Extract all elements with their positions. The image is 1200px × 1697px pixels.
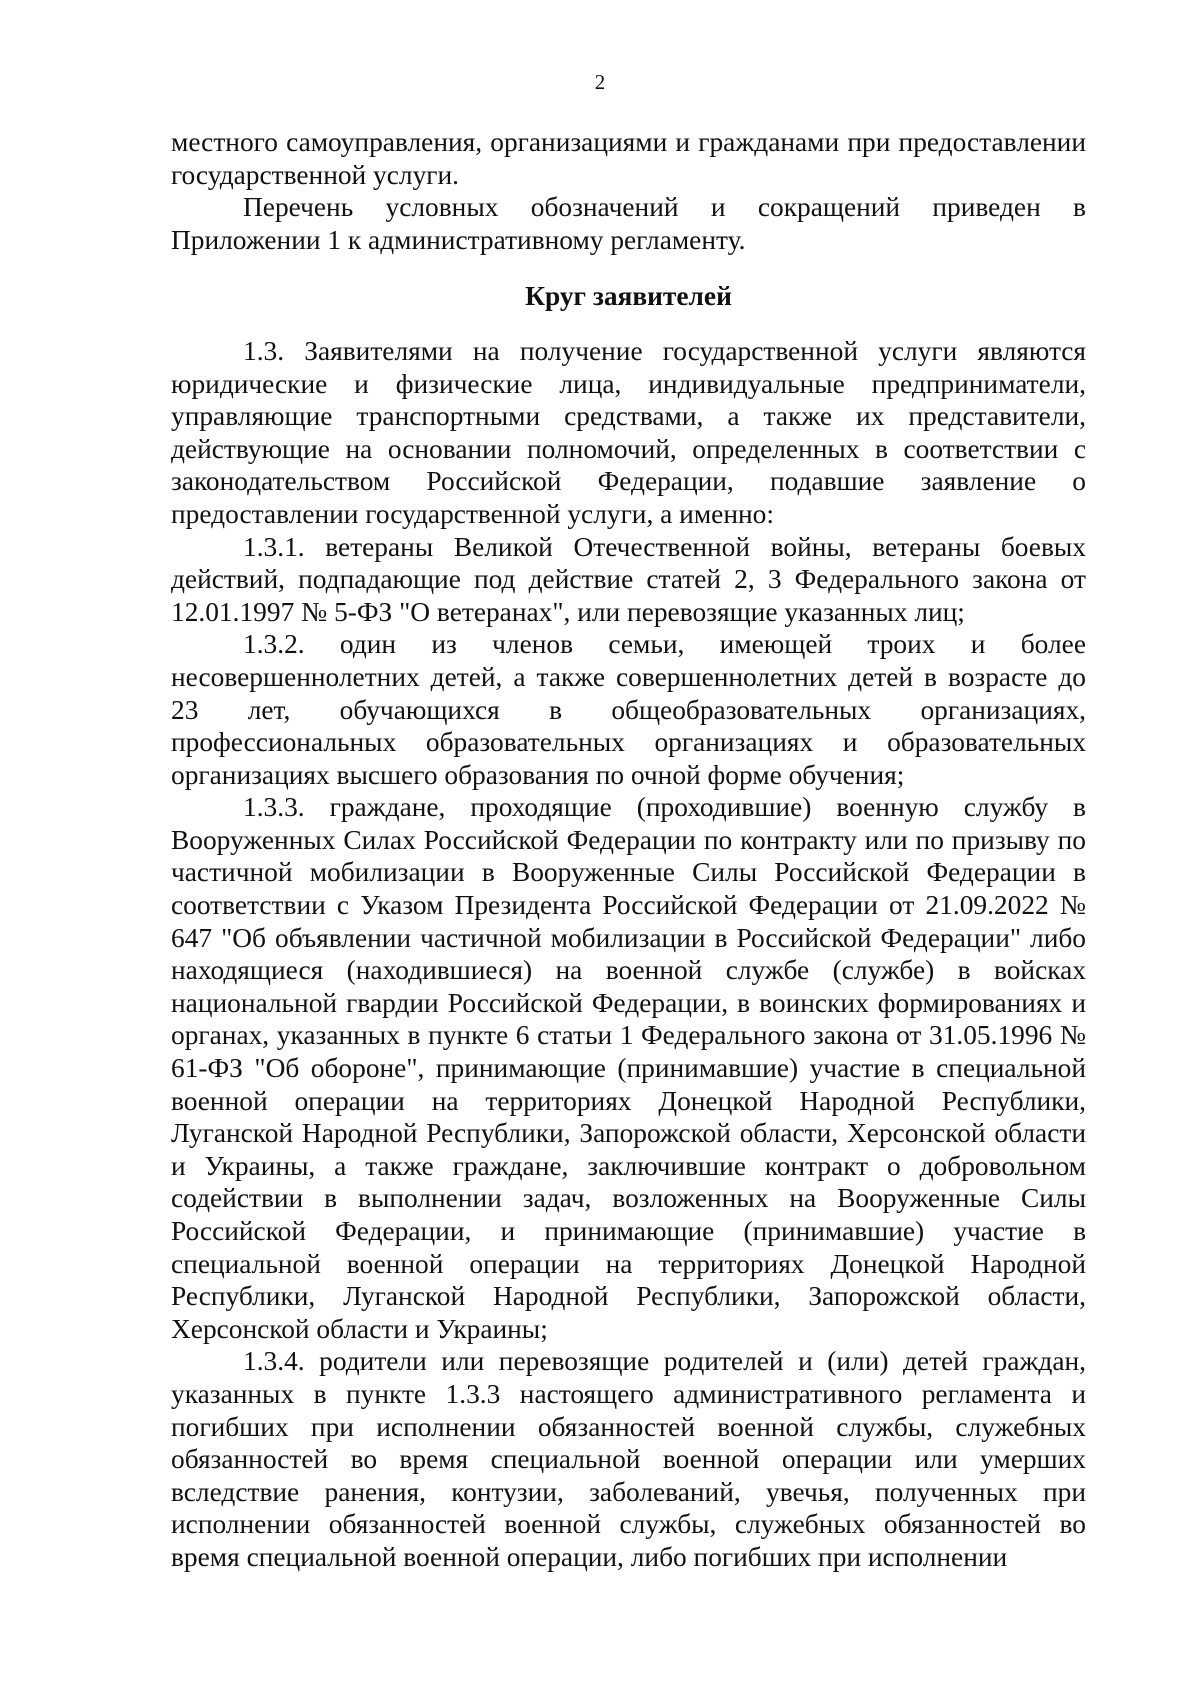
document-body bbox=[171, 126, 1086, 1574]
paragraph-abbreviations: Перечень условных обозначений и сокращений приведен в Приложении 1 к административному регламенту. bbox=[171, 192, 1086, 255]
page-number: 2 bbox=[594, 70, 606, 94]
paragraph-1-3-4: 1.3.4. родители или перевозящие родителей и (или) детей граждан, указанных в пункте 1.3.3 настоящего административного регламента и погибших при исполнении обязанностей военной службы, служебных обязанностей во время специальной военной операции или умерших вследствие ранения, контузии, заболеваний, увечья, полученных при исполнении обязанностей военной службы, служебных обязанностей во время специальной военной операции, либо погибших при исполнении bbox=[171, 1346, 1086, 1572]
paragraph-1-3-3: 1.3.3. граждане, проходящие (проходившие) военную службу в Вооруженных Силах Российской Федерации по контракту или по призыву по частичной мобилизации в Вооруженные Силы Российской Федерации в соответствии с Указом Президента Российской Федерации от 21.09.2022 № 647 "Об объявлении частичной мобилизации в Российской Федерации" либо находящиеся (находившиеся) на военной службе (службе) в войсках национальной гвардии Российской Федерации, в воинских формированиях и органах, указанных в пункте 6 статьи 1 Федерального закона от 31.05.1996 № 61-ФЗ "Об обороне", принимающие (принимавшие) участие в специальной военной операции на территориях Донецкой Народной Республики, Луганской Народной Республики, Запорожской области, Херсонской области и Украины, а также граждане, заключившие контракт о добровольном содействии в выполнении задач, возложенных на Вооруженные Силы Российской Федерации, и принимающие (принимавшие) участие в специальной военной операции на территориях Донецкой Народной Республики, Луганской Народной Республики, Запорожской области, Херсонской области и Украины; bbox=[171, 792, 1086, 1344]
paragraph-continuation: местного самоуправления, организациями и гражданами при предоставлении государственной услуги. bbox=[171, 127, 1086, 190]
paragraph-1-3-1: 1.3.1. ветераны Великой Отечественной войны, ветераны боевых действий, подпадающие под действие статей 2, 3 Федерального закона от 12.01.1997 № 5-ФЗ "О ветеранах", или перевозящие указанных лиц; bbox=[171, 531, 1086, 627]
paragraph-1-3: 1.3. Заявителями на получение государственной услуги являются юридические и физические лица, индивидуальные предприниматели, управляющие транспортными средствами, а также их представители, действующие на основании полномочий, определенных в соответствии с законодательством Российской Федерации, подавшие заявление о предоставлении государственной услуги, а именно: bbox=[171, 335, 1086, 529]
section-heading: Круг заявителей bbox=[525, 281, 732, 312]
paragraph-1-3-2: 1.3.2. один из членов семьи, имеющей троих и более несовершеннолетних детей, а также совершеннолетних детей в возрасте до 23 лет, обучающихся в общеобразовательных организациях, профессиональных образовательных организациях и образовательных организациях высшего образования по очной форме обучения; bbox=[171, 629, 1086, 790]
